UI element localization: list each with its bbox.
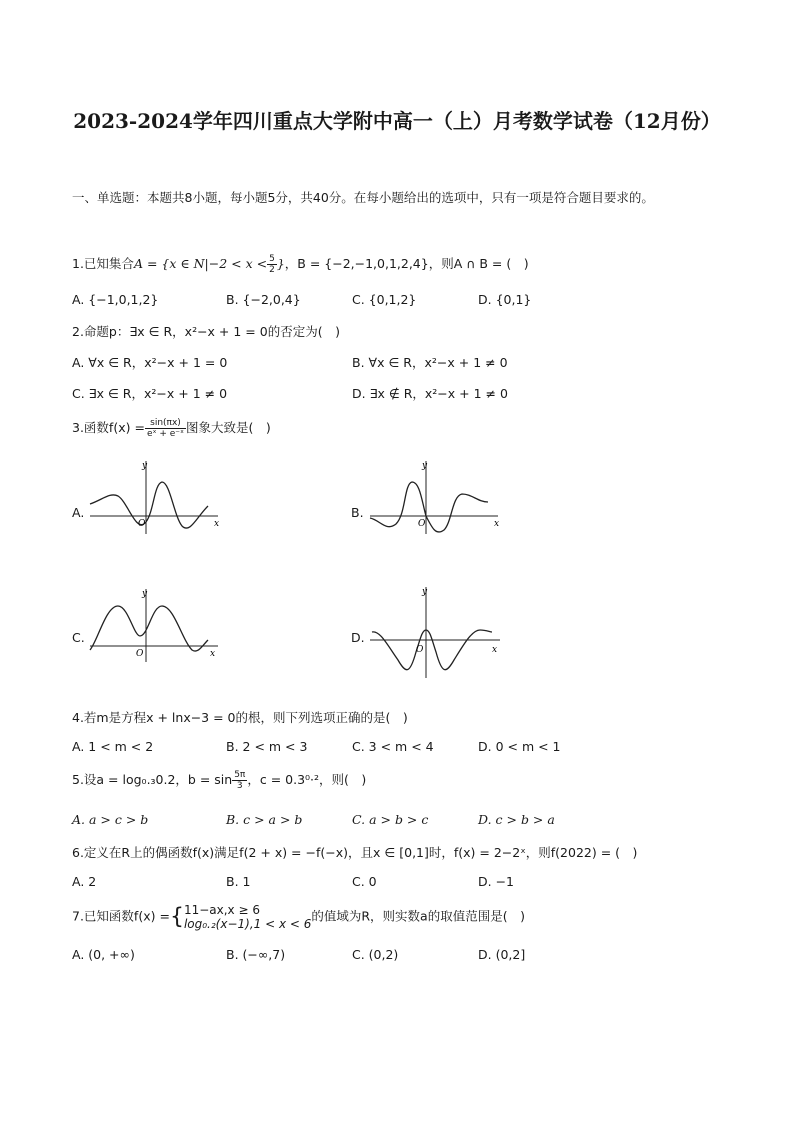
graph-c-label[interactable]: C. (72, 630, 85, 645)
axis-x-label: x (494, 519, 500, 529)
axis-y-label: y (142, 461, 148, 471)
graph-a[interactable] (88, 456, 228, 536)
option-d[interactable]: D. 0 < m < 1 (478, 739, 561, 754)
option-a[interactable]: A. 1 < m < 2 (72, 739, 154, 754)
axis-x-label: x (492, 645, 498, 655)
option-a[interactable]: A. a > c > b (72, 812, 149, 827)
graph-b-label[interactable]: B. (351, 505, 364, 520)
option-c[interactable]: C. a > b > c (352, 812, 429, 827)
origin-label: O (416, 645, 424, 655)
axis-y-label: y (422, 461, 428, 471)
option-d[interactable]: D. ∃x ∉ R，x²−x + 1 ≠ 0 (352, 386, 508, 401)
option-d[interactable]: D. −1 (478, 874, 514, 889)
option-b[interactable]: B. c > a > b (226, 812, 303, 827)
option-d[interactable]: D. (0,2] (478, 947, 526, 962)
fraction: $\frac{\sin(\pi x)}{\text{eˣ + e⁻ˣ}}$ (146, 418, 185, 439)
fraction: $\frac{5}{2}$ (269, 254, 275, 275)
question-7: 7.已知函数f(x) ={ 11−ax,x ≥ 6 log₀.₂(x−1),1 < x < 6 的值域为R，则实数a的取值范围是( ) (72, 903, 525, 931)
origin-label: O (418, 519, 426, 529)
option-b[interactable]: B. 2 < m < 3 (226, 739, 308, 754)
question-3: 3.函数f(x) = $\frac{\sin(\pi x)}{\text{eˣ + e⁻ˣ}}$ 图象大致是( ) (72, 418, 271, 439)
option-a[interactable]: A. 2 (72, 874, 97, 889)
origin-label: O (136, 649, 144, 659)
brace: { (169, 904, 184, 930)
graph-a-label[interactable]: A. (72, 505, 85, 520)
page-title: 2023-2024学年四川重点大学附中高一（上）月考数学试卷（12月份） (73, 109, 721, 133)
graph-b[interactable] (368, 456, 508, 536)
graph-d[interactable] (368, 582, 508, 682)
origin-label: O (138, 519, 146, 529)
question-4: 4.若m是方程x + lnx−3 = 0的根，则下列选项正确的是( ) (72, 710, 408, 725)
question-2: 2.命题p：∃x ∈ R，x²−x + 1 = 0的否定为( ) (72, 324, 340, 339)
option-b[interactable]: B. (−∞,7) (226, 947, 286, 962)
option-a[interactable]: A. (0, +∞) (72, 947, 135, 962)
option-b[interactable]: B. 1 (226, 874, 251, 889)
axis-x-label: x (214, 519, 220, 529)
axis-x-label: x (210, 649, 216, 659)
graph-c[interactable] (88, 584, 228, 664)
axis-y-label: y (422, 587, 428, 597)
section-header: 一、单选题：本题共8小题，每小题5分，共40分。在每小题给出的选项中，只有一项是符合题目要求的。 (72, 190, 654, 205)
axis-y-label: y (142, 589, 148, 599)
option-b[interactable]: B. {−2,0,4} (226, 292, 301, 307)
option-c[interactable]: C. 0 (352, 874, 377, 889)
option-a[interactable]: A. {−1,0,1,2} (72, 292, 159, 307)
question-6: 6.定义在R上的偶函数f(x)满足f(2 + x) = −f(−x)，且x ∈ [0,1]时，f(x) = 2−2ˣ，则f(2022) = ( ) (72, 845, 638, 860)
option-d[interactable]: D. c > b > a (478, 812, 555, 827)
option-c[interactable]: C. 3 < m < 4 (352, 739, 434, 754)
option-c[interactable]: C. ∃x ∈ R，x²−x + 1 ≠ 0 (72, 386, 228, 401)
fraction: $\frac{5\pi}{3}$ (234, 770, 246, 791)
option-c[interactable]: C. (0,2) (352, 947, 399, 962)
graph-d-label[interactable]: D. (351, 630, 365, 645)
option-a[interactable]: A. ∀x ∈ R，x²−x + 1 = 0 (72, 355, 228, 370)
option-c[interactable]: C. {0,1,2} (352, 292, 417, 307)
question-1: 1.已知集合A = {x ∈ N|−2 < x < $\frac{5}{2}$ }，B = {−2,−1,0,1,2,4}，则A ∩ B = ( ) (72, 254, 529, 275)
piecewise-cases: 11−ax,x ≥ 6 log₀.₂(x−1),1 < x < 6 (183, 903, 312, 931)
option-d[interactable]: D. {0,1} (478, 292, 532, 307)
question-5: 5.设a = log₀.₃0.2，b = sin $\frac{5\pi}{3}$ ，c = 0.3⁰·²，则( ) (72, 770, 367, 791)
option-b[interactable]: B. ∀x ∈ R，x²−x + 1 ≠ 0 (352, 355, 508, 370)
